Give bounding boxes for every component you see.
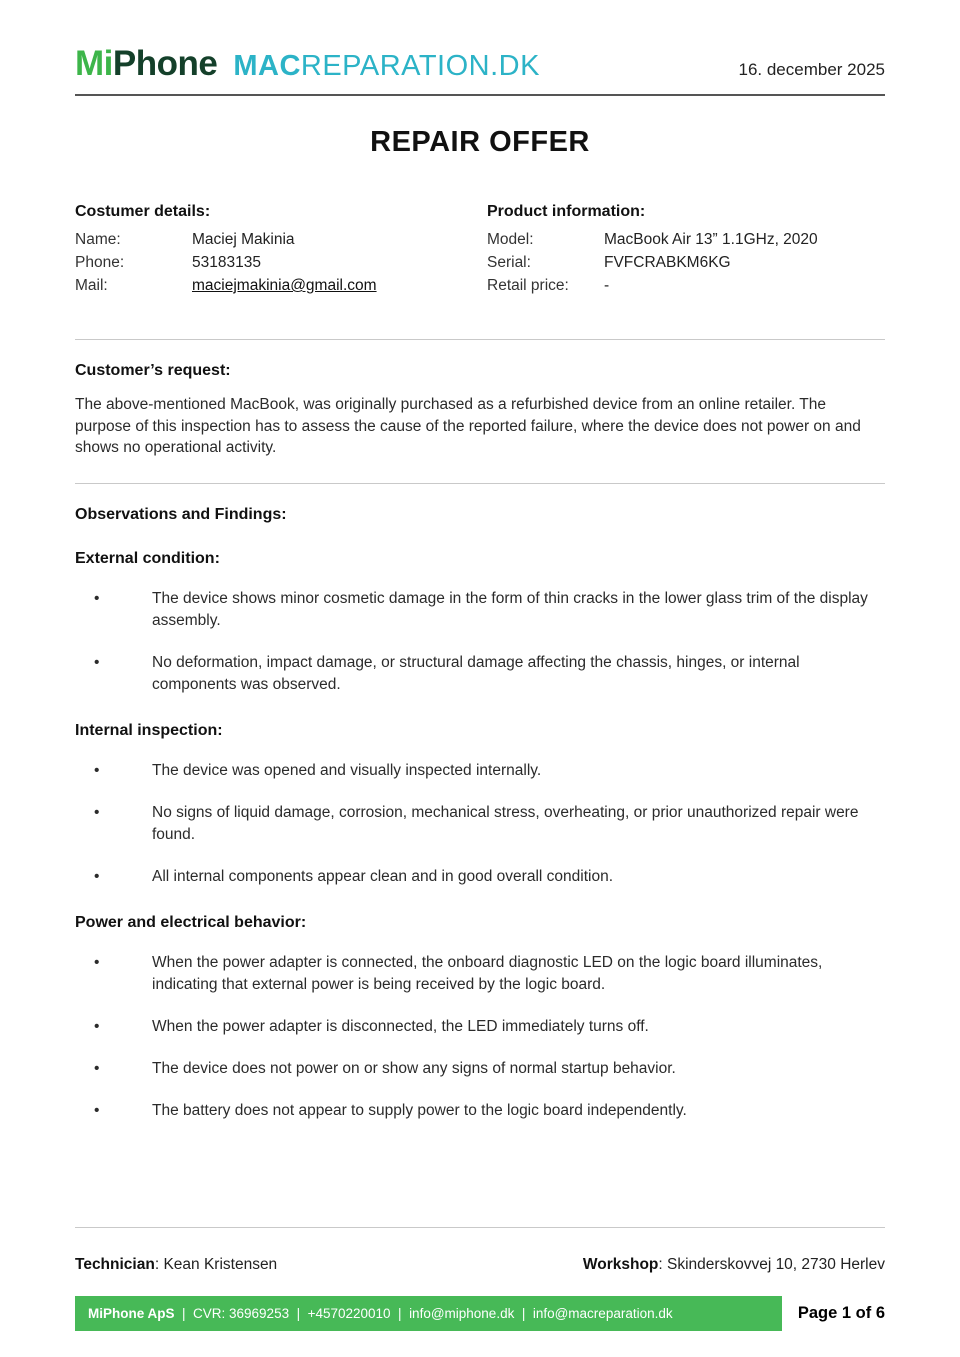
footer (75, 1227, 885, 1357)
details-section (75, 203, 885, 297)
logo-mi: Mi (75, 44, 113, 83)
external-condition-heading: External condition: (75, 549, 220, 567)
list-item (75, 802, 885, 846)
customer-name-row (75, 228, 487, 251)
list-item (75, 866, 885, 888)
power-behavior-heading: Power and electrical behavior: (75, 913, 307, 931)
company-name: MiPhone ApS (88, 1306, 175, 1321)
footer-bar-row (75, 1296, 885, 1331)
workshop-line (583, 1256, 885, 1274)
bullet-text: • No signs of liquid damage, corrosion, mechanical stress, overheating, or prior unauthorized repair were found. (152, 803, 859, 843)
technician-line (75, 1256, 277, 1274)
bullet-text: • When the power adapter is connected, the onboard diagnostic LED on the logic board illuminates, indicating that external power is being received by the logic board. (152, 953, 823, 993)
brand-rest: REPARATION.DK (300, 50, 540, 82)
product-model-row (487, 228, 885, 251)
name-value: Maciej Makinia (192, 231, 295, 248)
divider (75, 339, 885, 340)
page-title: REPAIR OFFER (370, 126, 590, 158)
bullet-text: • The battery does not appear to supply power to the logic board independently. (152, 1101, 687, 1119)
product-information (487, 203, 885, 297)
workshop-label: Workshop (582, 1256, 659, 1273)
list-item (75, 1058, 885, 1080)
mail-link[interactable]: maciejmakinia@gmail.com (192, 277, 377, 294)
bullet-text: • The device was opened and visually inspected internally. (152, 761, 542, 779)
mail-label: Mail: (75, 277, 108, 294)
company-contact-details: | CVR: 36969253 | +4570220010 | info@miphone.dk | info@macreparation.dk (174, 1306, 673, 1321)
customer-mail-row (75, 274, 487, 297)
bullet-text: • When the power adapter is disconnected, the LED immediately turns off. (152, 1017, 649, 1035)
bullet-text: • The device does not power on or show any signs of normal startup behavior. (152, 1059, 676, 1077)
customer-request-heading: Customer’s request: (75, 362, 231, 379)
observations-heading: Observations and Findings: (75, 505, 287, 523)
divider (75, 483, 885, 484)
customer-request-body: The above-mentioned MacBook, was originally purchased as a refurbished device from an online retailer. The purpose of this inspection has to assess the cause of the reported failure, where the device does not power on and shows no operational activity. (75, 396, 861, 456)
product-serial-row (487, 251, 885, 274)
serial-value: FVFCRABKM6KG (604, 254, 731, 271)
technician-value: : Kean Kristensen (154, 1256, 278, 1273)
list-item (75, 1016, 885, 1038)
list-item (75, 952, 885, 996)
model-value: MacBook Air 13” 1.1GHz, 2020 (604, 231, 818, 248)
list-item (75, 588, 885, 632)
phone-value: 53183135 (192, 254, 261, 271)
product-price-row (487, 274, 885, 297)
company-info-bar (75, 1296, 782, 1331)
logo-phone: Phone (112, 44, 218, 83)
name-label: Name: (75, 231, 121, 248)
brand-mac: MAC (233, 50, 301, 82)
brand (75, 44, 739, 84)
retail-price-value: - (604, 277, 610, 294)
phone-label: Phone: (75, 254, 125, 271)
document-date: 16. december 2025 (738, 60, 885, 79)
workshop-value: : Skinderskovvej 10, 2730 Herlev (658, 1256, 885, 1273)
customer-request-section (75, 362, 885, 459)
internal-inspection-heading: Internal inspection: (75, 721, 223, 739)
customer-phone-row (75, 251, 487, 274)
bullet-text: • All internal components appear clean and in good overall condition. (152, 867, 613, 885)
list-item (75, 1100, 885, 1122)
list-item (75, 760, 885, 782)
page-number: Page 1 of 6 (797, 1304, 885, 1322)
miphone-logo (75, 44, 217, 84)
bullet-text: • No deformation, impact damage, or structural damage affecting the chassis, hinges, or internal components was observed. (152, 653, 800, 693)
list-item (75, 652, 885, 696)
header (75, 0, 885, 96)
bullet-text: • The device shows minor cosmetic damage in the form of thin cracks in the lower glass trim of the display assembly. (152, 589, 868, 629)
technician-label: Technician (75, 1256, 155, 1273)
macreparation-wordmark (233, 50, 540, 83)
customer-details (75, 203, 487, 297)
customer-details-heading: Costumer details: (75, 203, 211, 220)
observations-section (75, 506, 885, 1122)
retail-price-label: Retail price: (487, 277, 569, 294)
serial-label: Serial: (487, 254, 531, 271)
footer-contacts (75, 1227, 885, 1274)
product-information-heading: Product information: (487, 203, 646, 220)
model-label: Model: (487, 231, 534, 248)
